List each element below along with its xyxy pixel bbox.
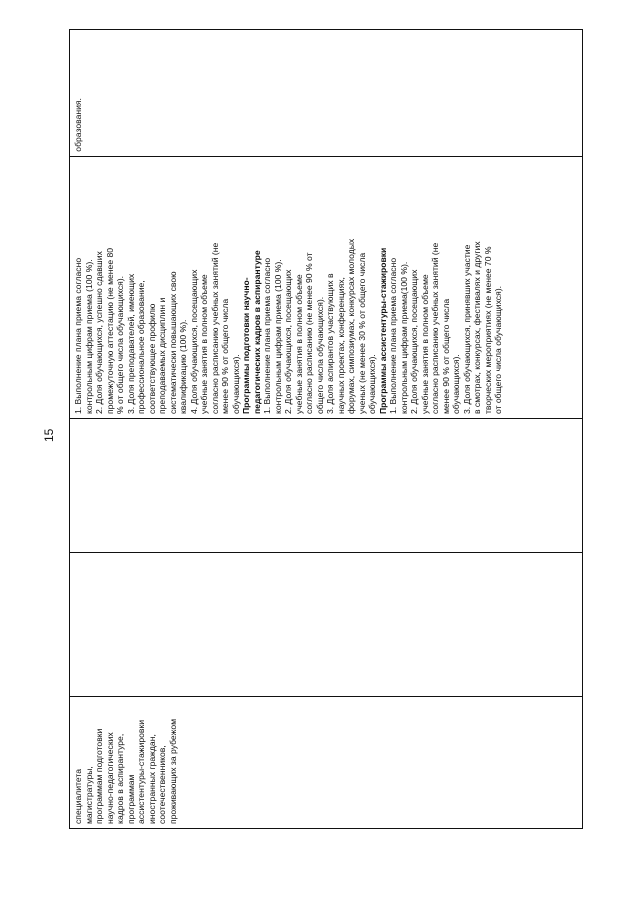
cell-text-line: форумах, симпозиумах, конкурсах молодых: [346, 238, 356, 415]
table-cell-empty-1: [70, 552, 582, 697]
cell-text-line: 3. Доля обучающихся, принявших участие: [461, 244, 472, 415]
cell-text-line: программам подготовки: [94, 728, 104, 824]
cell-text-line: Программы подготовки научно-: [241, 277, 251, 415]
cell-text-line: согласно расписанию учебных занятий (не: [430, 242, 440, 415]
cell-text-line: магистратуры,: [83, 766, 94, 824]
cell-text-line: % от общего числа обучающихся).: [115, 275, 125, 415]
cell-text-line: кадров в аспирантуре,: [115, 733, 125, 824]
cell-text-line: 2. Доля обучающихся, посещающих: [283, 269, 293, 415]
requirements-table: [69, 29, 583, 829]
cell-text-line: соотечественников,: [157, 745, 167, 824]
cell-text-line: контрольным цифрам приема (100 %).: [83, 259, 94, 415]
cell-text-line: 3. Доля аспирантов участвующих в: [325, 273, 335, 415]
cell-text-line: ученых (не менее 30 % от общего числа: [356, 252, 367, 415]
cell-text-line: систематически повышающих свою: [167, 271, 178, 415]
cell-text-line: обучающихся).: [367, 354, 377, 415]
cell-text-line: 3. Доля преподавателей, имеющих: [125, 273, 136, 415]
cell-text-line: проживающих за рубежом: [167, 718, 178, 824]
cell-text-line: учебные занятия в полном объеме: [293, 274, 304, 415]
cell-text-line: квалификацию (100 %).: [178, 319, 188, 415]
cell-text-line: промежуточную аттестацию (не менее 80: [104, 247, 115, 415]
table-cell-notes: [70, 30, 582, 156]
cell-text-line: в смотрах, конкурсах, фестивалях и других: [472, 241, 482, 415]
cell-text-line: ассистентуры-стажировки: [136, 719, 146, 824]
cell-text-line: 4. Доля обучающихся, посещающих: [188, 269, 199, 415]
cell-text-line: обучающихся).: [230, 354, 241, 415]
cell-text-line: 1. Выполнение плана приема согласно: [73, 257, 83, 415]
cell-text-line: 1. Выполнение плана приема согласно: [388, 257, 398, 415]
cell-text-line: от общего числа обучающихся).: [493, 285, 503, 415]
cell-text-line: иностранных граждан,: [146, 734, 157, 824]
cell-text-line: контрольным цифрам приема(100 %).: [398, 261, 409, 415]
cell-text-line: соответствующее профилю: [146, 303, 157, 415]
cell-text-line: учебные занятия в полном объеме: [199, 274, 209, 415]
cell-text-line: Программы ассистентуры-стажировки: [377, 247, 388, 415]
cell-text-line: согласно расписанию учебных занятий (не: [209, 242, 220, 415]
cell-text-line: учебные занятия в полном объеме: [419, 274, 430, 415]
cell-text-line: профессиональное образование,: [136, 280, 146, 415]
page-number: 15: [42, 428, 56, 442]
cell-text-line: специалитета: [73, 769, 83, 824]
table-cell-indicators: [70, 156, 582, 418]
cell-text-line: менее 90 % от общего числа: [220, 298, 230, 415]
cell-text-line: педагогических кадров в аспирантуре: [251, 250, 262, 415]
table-cell-programs: [70, 696, 582, 828]
cell-text-line: 2. Доля обучающихся, посещающих: [409, 269, 419, 415]
cell-text-line: 2. Доля обучающихся, успешно сдавших: [94, 251, 104, 415]
cell-text-line: контрольным цифрам приема (100 %).: [272, 259, 283, 415]
cell-text-line: обучающихся).: [451, 354, 461, 415]
cell-text-line: научных проектах, конференциях,: [335, 277, 346, 415]
cell-text-line: творческих мероприятиях (не менее 70 %: [482, 246, 493, 415]
cell-text-line: менее 90 % от общего числа: [440, 298, 451, 415]
cell-text-line: преподаваемых дисциплин и: [157, 297, 167, 415]
cell-text-line: научно-педагогических: [104, 732, 115, 824]
rotated-table-region: [69, 29, 583, 829]
cell-text-line: 1. Выполнение плана приема согласно: [262, 257, 272, 415]
cell-text-line: образования.: [73, 98, 83, 152]
cell-text-line: согласно расписанию (не менее 90 % от: [304, 252, 314, 415]
cell-text-line: программам: [125, 774, 136, 824]
cell-text-line: общего числа обучающихся).: [314, 296, 325, 415]
table-cell-empty-2: [70, 418, 582, 552]
